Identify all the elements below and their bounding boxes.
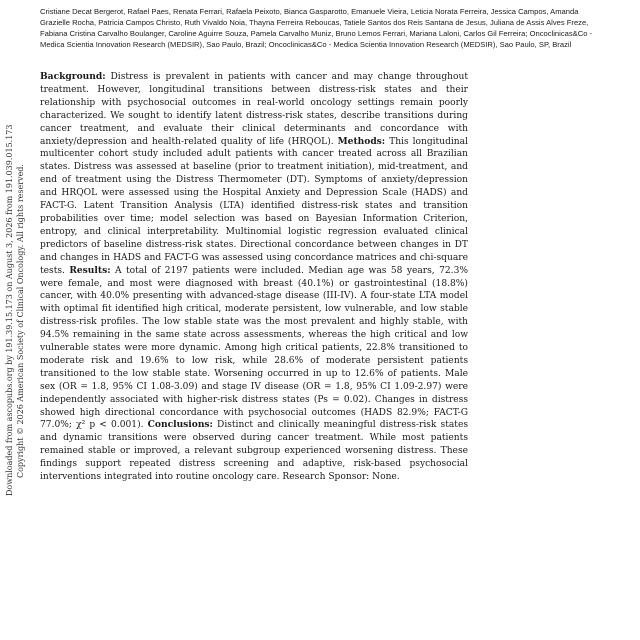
background-text: Distress is prevalent in patients with cancer and may change throughout treatment. However, longitudinal transitions between distress-risk states and their relationship with psychosocial outcomes in real-world oncology settings remain poorly characterized. We sought to identify latent distress-risk states, describe transitions during cancer treatment, and evaluate their clinical determinants and concordance with anxiety/depression and health-related quality of life (HRQOL). — [40, 72, 468, 147]
download-notice-line: Downloaded from ascopubs.org by 191.39.15.173 on August 3, 2026 from 191.039.015.173 — [5, 124, 14, 496]
background-label: Background: — [40, 71, 106, 82]
results-text: A total of 2197 patients were included. Median age was 58 years, 72.3% were female, and most were diagnosed with breast (40.1%) or gastrointestinal (18.8%) cancer, with 40.0% presenting with advanced-stage disease (III-IV). A four-state LTA model with optimal fit identified high critical, moderate persistent, low vulnerable, and low stable distress-risk profiles. The low stable state was the most prevalent and highly stable, with 94.5% remaining in the same state across assessments, whereas the high critical and low vulnerable states were more dynamic. Among high critical patients, 22.8% transitioned to moderate risk and 19.6% to low risk, while 28.6% of moderate persistent patients transitioned to the low stable state. Worsening occurred in up to 12.6% of patients. Male sex (OR = 1.8, 95% CI 1.08-3.09) and stage IV disease (OR = 1.8, 95% CI 1.09-2.97) were independently associated with higher-risk distress states (Ps = 0.02). Changes in distress showed high directional concordance with psychosocial outcomes (HADS 82.9%; FACT-G 77.0%; χ² p < 0.001). — [40, 265, 468, 431]
conclusions-label: Conclusions: — [147, 419, 213, 431]
abstract-body — [40, 71, 468, 484]
copyright-notice-line: Copyright © 2026 American Society of Clinical Oncology. All rights reserved. — [16, 164, 25, 478]
author-affiliation-line: Cristiane Decat Bergerot, Rafael Paes, Renata Ferrari, Rafaela Peixoto, Bianca Gasparotto, Emanuele Vieira, Leticia Norata Ferreira, Jessica Campos, Amanda Grazielle Rocha, Patricia Campos Christo, Ruth Vivaldo Noia, Thayna Ferreira Reboucas, Tatiele Santos dos Reis Santana de Jesus, Juliana de Assis Alves Freze, Fabiana Cristina Carvalho Boulanger, Caroline Aguirre Souza, Pamela Carvalho Muniz, Bruno Lemos Ferrari, Mariana Laloni, Carlos Gil Ferreira; Oncoclinicas&Co - Medica Scientia Innovation Research (MEDSIR), Sao Paulo, Brazil; Oncoclinicas&Co - Medica Scientia Innovation Research (MEDSIR), Sao Paulo, SP, Brazil — [40, 7, 593, 49]
methods-text: This longitudinal multicenter cohort study included adult patients with cancer treated across all Brazilian states. Distress was assessed at baseline (prior to treatment initiation), mid-treatment, and end of treatment using the Distress Thermometer (DT). Symptoms of anxiety/depression and HRQOL were assessed using the Hospital Anxiety and Depression Scale (HADS) and FACT-G. Latent Transition Analysis (LTA) identified distress-risk states and transition probabilities over time; model selection was based on Bayesian Information Criterion, entropy, and clinical interpretability. Multinomial logistic regression evaluated clinical predictors of baseline distress-risk states. Directional concordance between changes in DT and changes in HADS and FACT-G was assessed using concordance matrices and chi-square tests. — [40, 136, 468, 276]
abstract-paragraph — [40, 71, 468, 484]
download-notice-text — [4, 124, 26, 496]
download-notice-sidebar — [4, 124, 34, 496]
methods-label: Methods: — [337, 135, 386, 147]
conclusions-text: Distinct and clinically meaningful distress-risk states and dynamic transitions were observed during cancer treatment. While most patients remained stable or improved, a relevant subgroup experienced worsening distress. These findings support repeated distress screening and adaptive, risk-based psychosocial interventions integrated into routine oncology care. Research Sponsor: None. — [40, 420, 468, 483]
results-label: Results: — [69, 264, 111, 276]
